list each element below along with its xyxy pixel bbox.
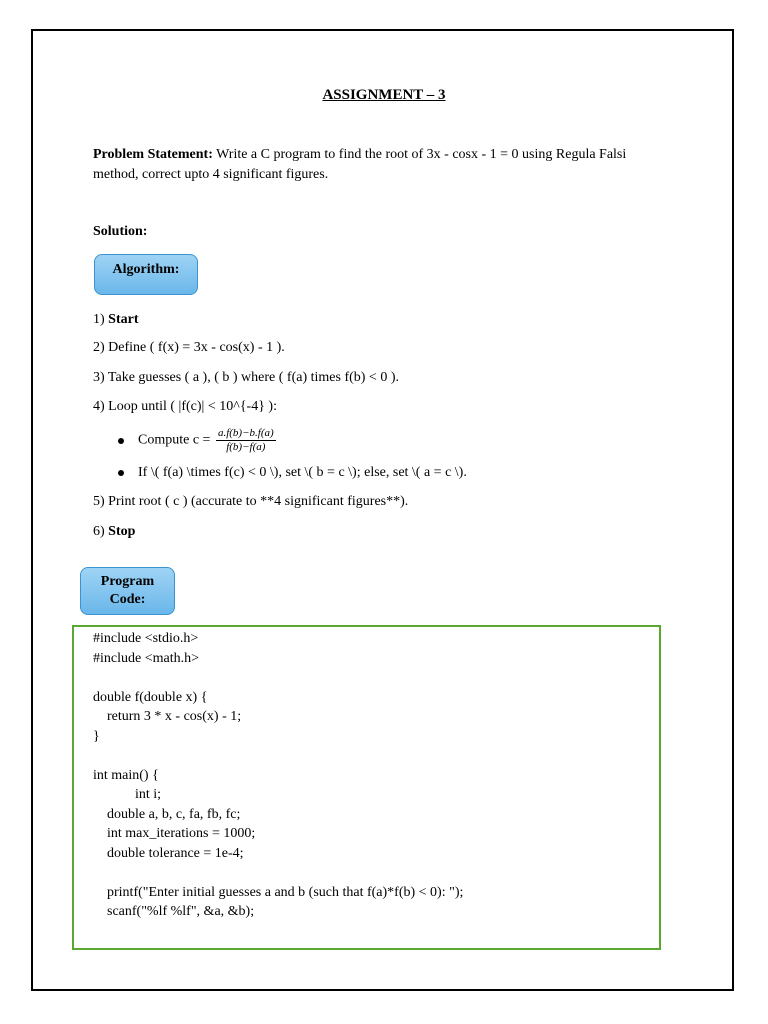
code-line: #include <stdio.h> bbox=[93, 631, 199, 646]
fraction-formula bbox=[216, 427, 276, 454]
step-text: Stop bbox=[108, 524, 136, 539]
if-text: If \( f(a) \times f(c) < 0 \), set \( b = c \); else, set \( a = c \). bbox=[138, 465, 467, 480]
problem-text-line2: method, correct upto 4 significant figures. bbox=[93, 167, 329, 182]
code-line: double f(double x) { bbox=[93, 690, 208, 705]
code-line: double a, b, c, fa, fb, fc; bbox=[93, 807, 241, 822]
code-line: } bbox=[93, 729, 100, 744]
solution-label: Solution: bbox=[93, 224, 148, 239]
step-number: 6) bbox=[93, 524, 109, 539]
code-line: int i; bbox=[93, 787, 162, 802]
algorithm-badge bbox=[94, 254, 198, 295]
code-line: double tolerance = 1e-4; bbox=[93, 846, 244, 861]
bullet-dot bbox=[118, 438, 124, 444]
algorithm-step-4: 4) Loop until ( |f(c)| < 10^{-4} ): bbox=[93, 399, 277, 414]
code-line: int main() { bbox=[93, 768, 159, 783]
program-code-label: Program Code: bbox=[100, 574, 155, 607]
step-text: Start bbox=[108, 312, 139, 327]
algorithm-step-6 bbox=[93, 524, 135, 540]
fraction-numerator: a.f(b)−b.f(a) bbox=[217, 427, 274, 439]
step-number: 1) bbox=[93, 312, 109, 327]
code-line: printf("Enter initial guesses a and b (such that f(a)*f(b) < 0): "); bbox=[93, 885, 464, 900]
bullet-dot bbox=[118, 470, 124, 476]
code-line: scanf("%lf %lf", &a, &b); bbox=[93, 904, 255, 919]
page-title: ASSIGNMENT – 3 bbox=[322, 87, 446, 103]
code-line: return 3 * x - cos(x) - 1; bbox=[93, 709, 242, 724]
algorithm-step-2: 2) Define ( f(x) = 3x - cos(x) - 1 ). bbox=[93, 340, 285, 355]
code-line: int max_iterations = 1000; bbox=[93, 826, 256, 841]
compute-text: Compute c = bbox=[138, 432, 214, 448]
fraction-denominator: f(b)−f(a) bbox=[226, 441, 266, 453]
algorithm-step-5: 5) Print root ( c ) (accurate to **4 significant figures**). bbox=[93, 494, 409, 509]
algorithm-label: Algorithm: bbox=[112, 261, 180, 277]
problem-label: Problem Statement: bbox=[93, 147, 213, 162]
program-code-badge bbox=[80, 567, 175, 615]
algorithm-step-3: 3) Take guesses ( a ), ( b ) where ( f(a) times f(b) < 0 ). bbox=[93, 370, 399, 385]
bullet-compute bbox=[118, 427, 276, 454]
problem-statement bbox=[93, 145, 693, 185]
algorithm-step-1 bbox=[93, 312, 139, 328]
bullet-if bbox=[118, 465, 467, 481]
problem-text-line1: Write a C program to find the root of 3x - cosx - 1 = 0 using Regula Falsi bbox=[212, 147, 627, 162]
code-line: #include <math.h> bbox=[93, 651, 199, 666]
code-block bbox=[72, 625, 661, 950]
